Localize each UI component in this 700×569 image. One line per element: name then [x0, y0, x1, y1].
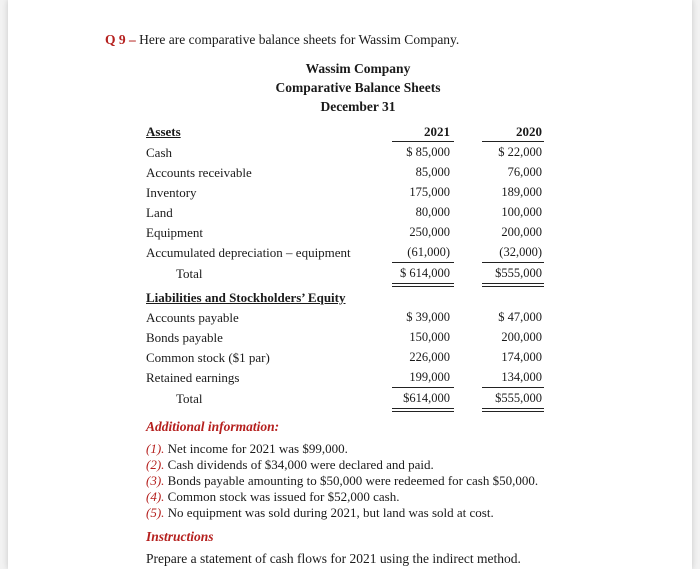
assets-total-2020: $555,000	[495, 266, 542, 280]
instructions-title: Instructions	[146, 529, 214, 544]
asset-label-cash: Cash	[146, 145, 172, 160]
note-number: (5).	[146, 505, 165, 520]
note-number: (1).	[146, 441, 165, 456]
note-item	[146, 457, 434, 473]
assets-total-rule-2021	[392, 283, 454, 284]
liab-subtotal-rule-2020	[482, 387, 544, 388]
note-number: (3).	[146, 473, 165, 488]
liab-2021-accounts-payable: $ 39,000	[406, 310, 450, 324]
asset-2020-land: 100,000	[501, 205, 542, 219]
liab-total-label: Total	[176, 391, 203, 406]
assets-total-rule-2020	[482, 283, 544, 284]
asset-label-receivable: Accounts receivable	[146, 165, 252, 180]
asset-2020-receivable: 76,000	[507, 165, 542, 179]
liab-total-rule-2021	[392, 408, 454, 409]
column-2020: 2020	[516, 124, 542, 139]
liab-subtotal-rule-2021	[392, 387, 454, 388]
note-item	[146, 489, 399, 505]
note-text: Common stock was issued for $52,000 cash.	[167, 489, 400, 504]
header-rule-2020	[482, 141, 544, 142]
liab-total-2020: $555,000	[495, 391, 542, 405]
note-text: No equipment was sold during 2021, but land was sold at cost.	[167, 505, 494, 520]
header-rule-2021	[392, 141, 454, 142]
asset-2020-accum-depreciation: (32,000)	[499, 245, 542, 259]
liab-total-rule-2020-b	[482, 411, 544, 412]
statement-title: Comparative Balance Sheets	[275, 80, 441, 95]
question-text: Here are comparative balance sheets for Wassim Company.	[139, 32, 460, 47]
question-line	[105, 32, 459, 48]
additional-info-title: Additional information:	[146, 419, 280, 434]
liab-2020-retained-earnings: 134,000	[501, 370, 542, 384]
liab-label-accounts-payable: Accounts payable	[146, 310, 239, 325]
note-item	[146, 473, 538, 489]
asset-2021-land: 80,000	[415, 205, 450, 219]
liab-2021-retained-earnings: 199,000	[409, 370, 450, 384]
column-2021: 2021	[424, 124, 450, 139]
assets-total-2021: $ 614,000	[400, 266, 450, 280]
assets-subtotal-rule-2020	[482, 262, 544, 263]
liab-2020-accounts-payable: $ 47,000	[498, 310, 542, 324]
note-number: (4).	[146, 489, 165, 504]
assets-subtotal-rule-2021	[392, 262, 454, 263]
liab-total-2021: $614,000	[403, 391, 450, 405]
liab-label-common-stock: Common stock ($1 par)	[146, 350, 270, 365]
asset-2021-equipment: 250,000	[409, 225, 450, 239]
asset-label-accum-depreciation: Accumulated depreciation – equipment	[146, 245, 351, 260]
asset-2020-equipment: 200,000	[501, 225, 542, 239]
liab-2021-common-stock: 226,000	[409, 350, 450, 364]
asset-label-inventory: Inventory	[146, 185, 197, 200]
company-name: Wassim Company	[305, 61, 411, 76]
note-item	[146, 441, 348, 457]
question-number: Q 9 –	[105, 32, 136, 47]
liabilities-title: Liabilities and Stockholders’ Equity	[146, 290, 346, 305]
liab-2020-common-stock: 174,000	[501, 350, 542, 364]
statement-date: December 31	[320, 99, 396, 114]
liab-total-rule-2020	[482, 408, 544, 409]
liab-total-rule-2021-b	[392, 411, 454, 412]
asset-2021-inventory: 175,000	[409, 185, 450, 199]
asset-2021-cash: $ 85,000	[406, 145, 450, 159]
asset-label-land: Land	[146, 205, 173, 220]
assets-total-label: Total	[176, 266, 203, 281]
liab-label-bonds-payable: Bonds payable	[146, 330, 223, 345]
assets-title: Assets	[146, 124, 181, 139]
note-text: Net income for 2021 was $99,000.	[167, 441, 348, 456]
document-page	[8, 0, 692, 569]
liab-label-retained-earnings: Retained earnings	[146, 370, 240, 385]
liab-2021-bonds-payable: 150,000	[409, 330, 450, 344]
assets-total-rule-2020-b	[482, 286, 544, 287]
asset-label-equipment: Equipment	[146, 225, 204, 240]
asset-2020-cash: $ 22,000	[498, 145, 542, 159]
instructions-text: Prepare a statement of cash flows for 2021 using the indirect method.	[146, 551, 521, 566]
note-item	[146, 505, 494, 521]
asset-2021-accum-depreciation: (61,000)	[407, 245, 450, 259]
note-number: (2).	[146, 457, 165, 472]
asset-2021-receivable: 85,000	[415, 165, 450, 179]
asset-2020-inventory: 189,000	[501, 185, 542, 199]
liab-2020-bonds-payable: 200,000	[501, 330, 542, 344]
note-text: Cash dividends of $34,000 were declared and paid.	[167, 457, 434, 472]
assets-total-rule-2021-b	[392, 286, 454, 287]
note-text: Bonds payable amounting to $50,000 were redeemed for cash $50,000.	[167, 473, 539, 488]
